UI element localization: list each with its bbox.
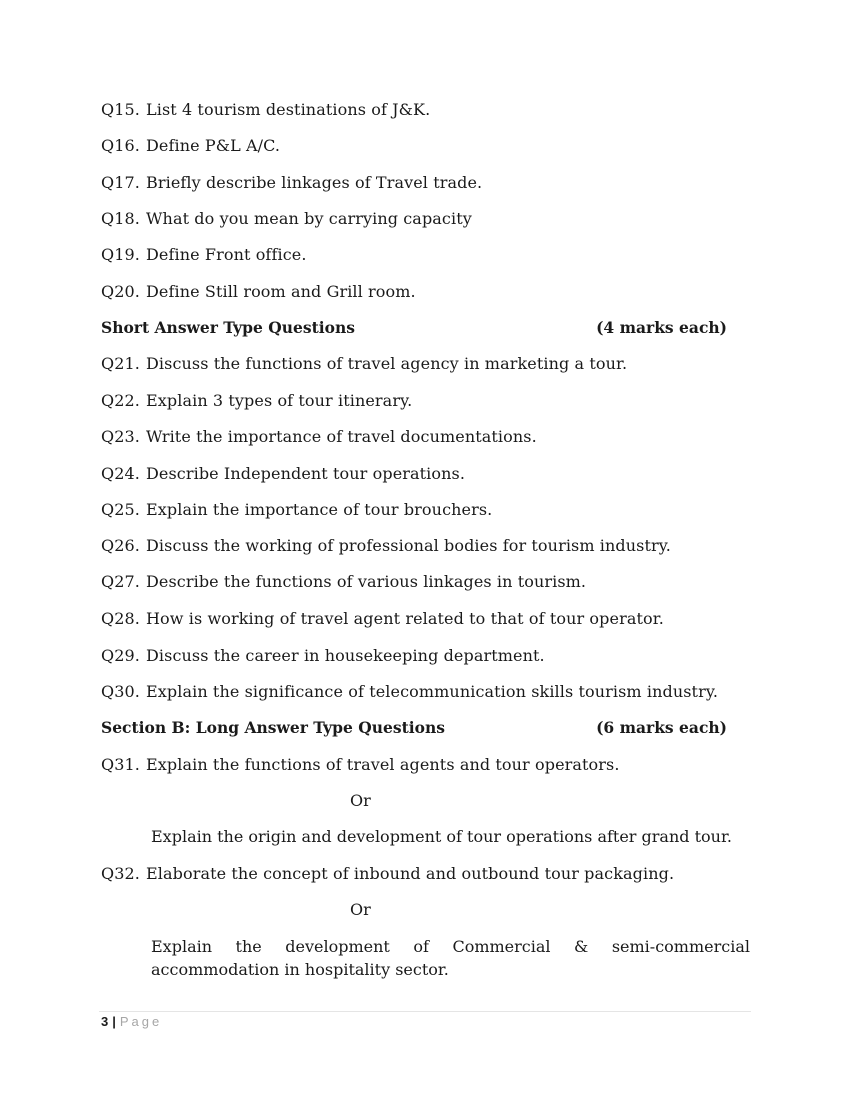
question-number: Q27. xyxy=(101,572,140,591)
question-text: Define Front office. xyxy=(146,245,307,264)
question-number: Q32. xyxy=(101,864,140,883)
section-heading-short xyxy=(101,318,727,338)
question-number: Q20. xyxy=(101,282,140,301)
question-q21 xyxy=(101,354,627,374)
page-footer xyxy=(101,1014,162,1030)
page-label: Page xyxy=(119,1014,163,1029)
question-number: Q19. xyxy=(101,245,140,264)
question-text: Discuss the functions of travel agency in marketing a tour. xyxy=(146,354,628,373)
or-separator: Or xyxy=(350,900,371,919)
question-q29 xyxy=(101,646,545,666)
question-q16 xyxy=(101,136,280,156)
section-heading-long xyxy=(101,718,727,738)
question-text: Briefly describe linkages of Travel trade. xyxy=(146,173,483,192)
question-number: Q24. xyxy=(101,464,140,483)
question-text: Discuss the career in housekeeping department. xyxy=(146,646,545,665)
word: the xyxy=(235,937,262,956)
question-q28 xyxy=(101,609,664,629)
question-text: Describe Independent tour operations. xyxy=(146,464,466,483)
page-number: 3 xyxy=(101,1014,109,1029)
question-number: Q30. xyxy=(101,682,140,701)
question-number: Q15. xyxy=(101,100,140,119)
question-number: Q22. xyxy=(101,391,140,410)
question-number: Q16. xyxy=(101,136,140,155)
question-q19 xyxy=(101,245,307,265)
question-number: Q26. xyxy=(101,536,140,555)
word: Explain xyxy=(151,937,213,956)
section-title: Section B: Long Answer Type Questions xyxy=(101,718,445,737)
question-number: Q29. xyxy=(101,646,140,665)
question-text: List 4 tourism destinations of J&K. xyxy=(146,100,431,119)
question-q32-alternative xyxy=(151,935,750,981)
footer-divider xyxy=(99,1011,751,1012)
question-q26 xyxy=(101,536,671,556)
question-text: Elaborate the concept of inbound and outbound tour packaging. xyxy=(146,864,675,883)
word: semi-commercial xyxy=(611,937,750,956)
question-q22 xyxy=(101,391,412,411)
question-text: What do you mean by carrying capacity xyxy=(146,209,472,228)
question-q20 xyxy=(101,282,416,302)
question-number: Q25. xyxy=(101,500,140,519)
word: development xyxy=(285,937,390,956)
question-number: Q18. xyxy=(101,209,140,228)
question-text: Discuss the working of professional bodies for tourism industry. xyxy=(146,536,671,555)
question-text: How is working of travel agent related to that of tour operator. xyxy=(146,609,664,628)
word: & xyxy=(574,937,589,956)
question-number: Q28. xyxy=(101,609,140,628)
section-title: Short Answer Type Questions xyxy=(101,318,355,337)
question-text: Explain the functions of travel agents and tour operators. xyxy=(146,755,620,774)
word: Commercial xyxy=(452,937,551,956)
question-number: Q21. xyxy=(101,354,140,373)
question-q27 xyxy=(101,572,586,592)
question-q24 xyxy=(101,464,465,484)
question-text: Explain the significance of telecommunication skills tourism industry. xyxy=(146,682,719,701)
question-q31-alternative: Explain the origin and development of tour operations after grand tour. xyxy=(151,827,732,846)
continuation-line: accommodation in hospitality sector. xyxy=(151,960,449,979)
question-text: Describe the functions of various linkages in tourism. xyxy=(146,572,587,591)
question-q25 xyxy=(101,500,492,520)
question-number: Q23. xyxy=(101,427,140,446)
question-q31 xyxy=(101,755,620,775)
justified-line xyxy=(151,935,750,958)
question-text: Explain 3 types of tour itinerary. xyxy=(146,391,413,410)
question-number: Q17. xyxy=(101,173,140,192)
question-text: Explain the importance of tour brouchers. xyxy=(146,500,493,519)
section-marks: (6 marks each) xyxy=(596,718,727,737)
word: of xyxy=(413,937,429,956)
question-q23 xyxy=(101,427,537,447)
question-text: Define Still room and Grill room. xyxy=(146,282,416,301)
question-q18 xyxy=(101,209,472,229)
question-text: Define P&L A/C. xyxy=(146,136,281,155)
question-q32 xyxy=(101,864,674,884)
question-number: Q31. xyxy=(101,755,140,774)
question-q17 xyxy=(101,173,482,193)
question-text: Write the importance of travel documentations. xyxy=(146,427,537,446)
section-marks: (4 marks each) xyxy=(596,318,727,337)
or-separator: Or xyxy=(350,791,371,810)
footer-separator: | xyxy=(112,1014,116,1029)
question-q15 xyxy=(101,100,430,120)
question-q30 xyxy=(101,682,718,702)
